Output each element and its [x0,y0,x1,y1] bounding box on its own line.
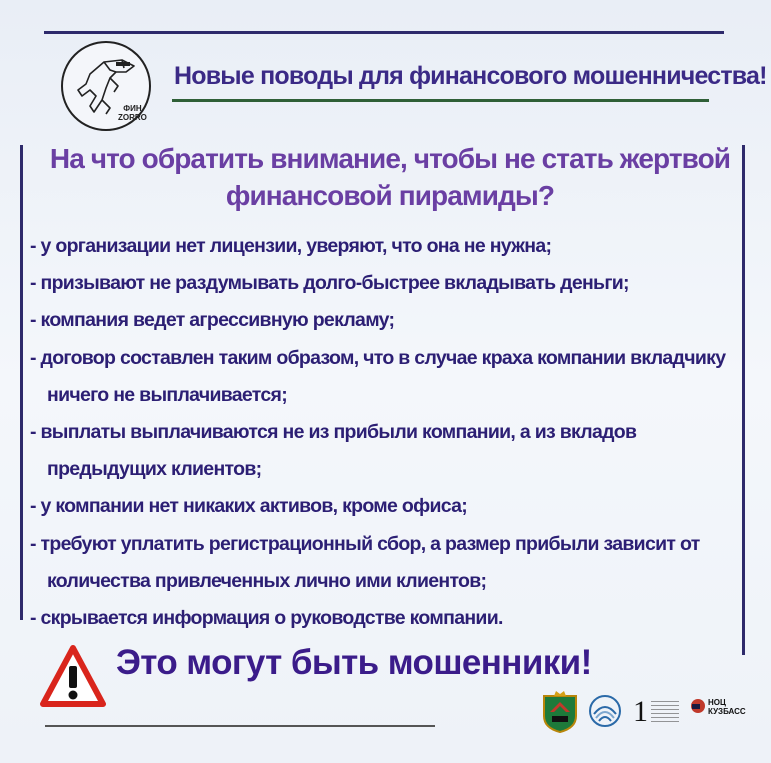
logo-text: ФИН ZORRO [118,104,147,122]
kemsu-logo: 1 [633,695,683,731]
headline-underline [172,99,709,102]
warning-signs-list [30,228,750,637]
kuzbass-coat-of-arms-icon [540,690,580,734]
headline: Новые поводы для финансового мошенничества! [174,62,767,90]
list-item: - договор составлен таким образом, что в случае краха компании вкладчику ничего не выплачивается; [30,346,726,406]
question-line-1: На что обратить внимание, чтобы не стать жертвой [49,143,731,174]
frame-line-top [44,31,724,34]
list-item: - скрывается информация о руководстве компании. [30,607,503,630]
warning-text: Это могут быть мошенники! [116,643,592,682]
list-item: - компания ведет агрессивную рекламу; [30,309,395,332]
warning-triangle-icon [40,644,106,710]
list-item: - выплаты выплачиваются не из прибыли компании, а из вкладов предыдущих клиентов; [30,421,637,481]
list-item: - призывают не раздумывать долго-быстрее вкладывать деньги; [30,272,629,295]
list-item: - у организации нет лицензии, уверяют, что она не нужна; [30,235,552,257]
list-item: - требуют уплатить регистрационный сбор, а размер прибыли зависит от количества привлеченных лично ими клиентов; [30,532,700,592]
noc-logo-icon [690,698,706,714]
noc-kuzbass-logo: НОЦ КУЗБАСС [690,694,750,734]
question-heading [20,140,760,214]
university-swirl-logo-icon [588,694,622,728]
frame-line-left [20,145,23,620]
frame-line-bottom [45,725,435,727]
list-item: - у компании нет никаких активов, кроме офиса; [30,495,468,518]
question-line-2: финансовой пирамиды? [225,180,555,211]
